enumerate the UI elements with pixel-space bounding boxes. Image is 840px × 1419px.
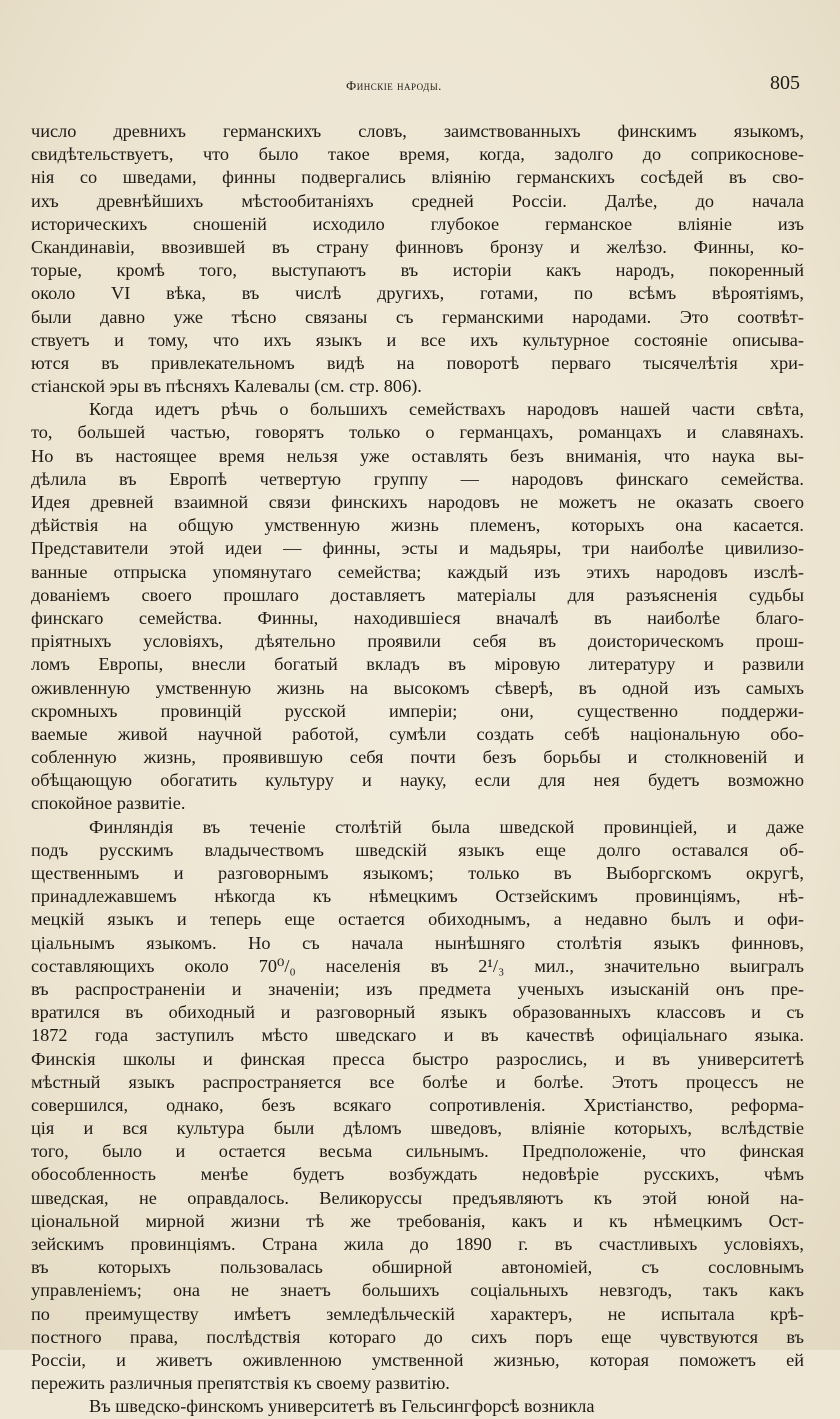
text-line: управленіемъ; она не знаетъ большихъ соціальныхъ невзгодъ, такъ какъ xyxy=(31,1280,804,1301)
text-line: Финляндія въ теченіе столѣтій была шведской провинціей, и даже xyxy=(89,816,804,837)
text-line: ція и вся культура были дѣломъ шведовъ, вліяніе которыхъ, вслѣдствіе xyxy=(31,1118,804,1139)
text-line: постного права, послѣдствія котораго до сихъ поръ еще чувствуются въ xyxy=(31,1326,804,1347)
text-line: ются въ привлекательномъ видѣ на поворотѣ перваго тысячелѣтія хри- xyxy=(31,352,804,373)
text-line: пережить различныя препятствія къ своему развитію. xyxy=(31,1373,450,1394)
text-line: по преимуществу имѣетъ земледѣльческій характеръ, не испытала крѣ- xyxy=(31,1303,804,1324)
text-line: совершился, однако, безъ всякаго сопротивленія. Христіанство, реформа- xyxy=(31,1094,804,1115)
text-line: число древнихъ германскихъ словъ, заимствованныхъ финскимъ языкомъ, xyxy=(31,121,804,141)
text-line: ихъ древнѣйшихъ мѣстообитаніяхъ средней Россіи. Далѣе, до начала xyxy=(31,190,804,211)
text-line: Представители этой идеи — финны, эсты и мадьяры, три наиболѣе цивилизо- xyxy=(31,538,804,559)
text-line: стіанской эры въ пѣсняхъ Калевалы (см. стр. 806). xyxy=(31,376,422,397)
text-line: въ которыхъ пользовалась обширной автономіей, съ сословнымъ xyxy=(31,1257,804,1278)
body-text xyxy=(31,120,804,1419)
text-line: были давно уже тѣсно связаны съ германскими народами. Это соотвѣт- xyxy=(31,306,804,327)
text-line: принадлежавшемъ нѣкогда къ нѣмецкимъ Остзейскимъ провинціямъ, нѣ- xyxy=(31,886,804,907)
text-line: Финскія школы и финская пресса быстро разрослись, и въ университетѣ xyxy=(31,1048,804,1069)
text-line: спокойное развитіе. xyxy=(31,793,186,814)
text-line: шведская, не оправдалось. Великоруссы предъявляютъ къ этой юной на- xyxy=(31,1187,804,1208)
text-line: дѣйствія на общую умственную жизнь племенъ, которыхъ она касается. xyxy=(31,515,804,536)
text-line: Идея древней взаимной связи финскихъ народовъ не можетъ не оказать своего xyxy=(31,492,804,512)
text-line: 1872 года заступилъ мѣсто шведскаго и въ качествѣ офиціальнаго языка. xyxy=(31,1025,804,1046)
text-line: вратился въ обиходный и разговорный языкъ образованныхъ классовъ и съ xyxy=(31,1002,804,1023)
text-line: щественнымъ и разговорнымъ языкомъ; только въ Выборгскомъ округѣ, xyxy=(31,863,804,883)
text-line: Скандинавіи, ввозившей въ страну финновъ бронзу и желѣзо. Финны, ко- xyxy=(31,236,804,257)
text-line: Когда идетъ рѣчь о большихъ семействахъ народовъ нашей части свѣта, xyxy=(89,399,804,420)
running-title: Финскіе народы. xyxy=(346,78,442,93)
text-line: собленную жизнь, проявившую себя почти безъ борьбы и столкновеній и xyxy=(31,747,804,768)
text-line: скромныхъ провинцій русской имперіи; они, существенно поддержи- xyxy=(31,700,804,721)
text-line: обособленность менѣе будетъ возбуждать недовѣріе русскихъ, чѣмъ xyxy=(31,1164,804,1185)
text-line: того, было и остается весьма сильнымъ. Предположеніе, что финская xyxy=(31,1141,804,1162)
text-line: мецкій языкъ и теперь еще остается обиходнымъ, а недавно былъ и офи- xyxy=(31,909,804,930)
text-line: въ распространеніи и значеніи; изъ предмета ученыхъ изысканій онъ пре- xyxy=(31,978,804,999)
text-line: Но въ настоящее время нельзя уже оставлять безъ вниманія, что наука вы- xyxy=(31,445,804,466)
text-line: дованіемъ своего прошлаго доставляетъ матеріалы для разъясненія судьбы xyxy=(31,584,804,605)
text-line: свидѣтельствуетъ, что было такое время, когда, задолго до соприкоснове- xyxy=(31,144,804,165)
text-line: ствуетъ и тому, что ихъ языкъ и все ихъ культурное состояніе описыва- xyxy=(31,329,804,350)
text-line: Въ шведско-финскомъ университетѣ въ Гельсингфорсѣ возникла xyxy=(89,1396,595,1417)
text-line: финскаго семейства. Финны, находившіеся вначалѣ въ наиболѣе благо- xyxy=(31,607,804,628)
page-header xyxy=(0,70,840,100)
text-line: около VI вѣка, въ числѣ другихъ, готами, по всѣмъ вѣроятіямъ, xyxy=(31,283,804,304)
text-line: оживленную умственную жизнь на высокомъ сѣверѣ, въ одной изъ самыхъ xyxy=(31,677,804,698)
text-line: составляющихъ около 70⁰/₀ населенія въ 2¹/₃ мил., значительно выигралъ xyxy=(31,955,804,976)
text-line: Россіи, и живетъ оживленною умственной жизнью, которая поможетъ ей xyxy=(31,1349,804,1370)
text-line: ломъ Европы, внесли богатый вкладъ въ міровую литературу и развили xyxy=(31,654,804,675)
text-line: дѣлила въ Европѣ четвертую группу — народовъ финскаго семейства. xyxy=(31,468,804,489)
text-line: зейскимъ провинціямъ. Страна жила до 1890 г. въ счастливыхъ условіяхъ, xyxy=(31,1234,804,1254)
text-line: ванные отпрыска упомянутаго семейства; каждый изъ этихъ народовъ изслѣ- xyxy=(31,561,804,582)
text-line: историческихъ сношеній исходило глубокое германское вліяніе изъ xyxy=(31,213,804,234)
text-line: ціональной мирной жизни тѣ же требованія, какъ и къ нѣмецкимъ Ост- xyxy=(31,1210,804,1231)
text-line: то, большей частью, говорятъ только о германцахъ, романцахъ и славянахъ. xyxy=(31,422,804,443)
text-line: пріятныхъ условіяхъ, дѣятельно проявили себя въ доисторическомъ прош- xyxy=(31,631,804,652)
text-line: торые, кромѣ того, выступаютъ въ исторіи какъ народъ, покоренный xyxy=(31,260,804,281)
text-line: ціальнымъ языкомъ. Но съ начала нынѣшняго столѣтія языкъ финновъ, xyxy=(31,932,804,953)
text-line: мѣстный языкъ распространяется все болѣе и болѣе. Этотъ процессъ не xyxy=(31,1071,804,1092)
text-line: ваемые живой научной работой, сумѣли создать себѣ національную обо- xyxy=(31,723,804,744)
text-line: подъ русскимъ владычествомъ шведскій языкъ еще долго оставался об- xyxy=(31,839,804,860)
page-number: 805 xyxy=(770,72,800,94)
text-line: обѣщающую обогатить культуру и науку, если для нея будетъ возможно xyxy=(31,770,804,791)
text-line: нія со шведами, финны подвергались вліянію германскихъ сосѣдей въ сво- xyxy=(31,167,804,188)
